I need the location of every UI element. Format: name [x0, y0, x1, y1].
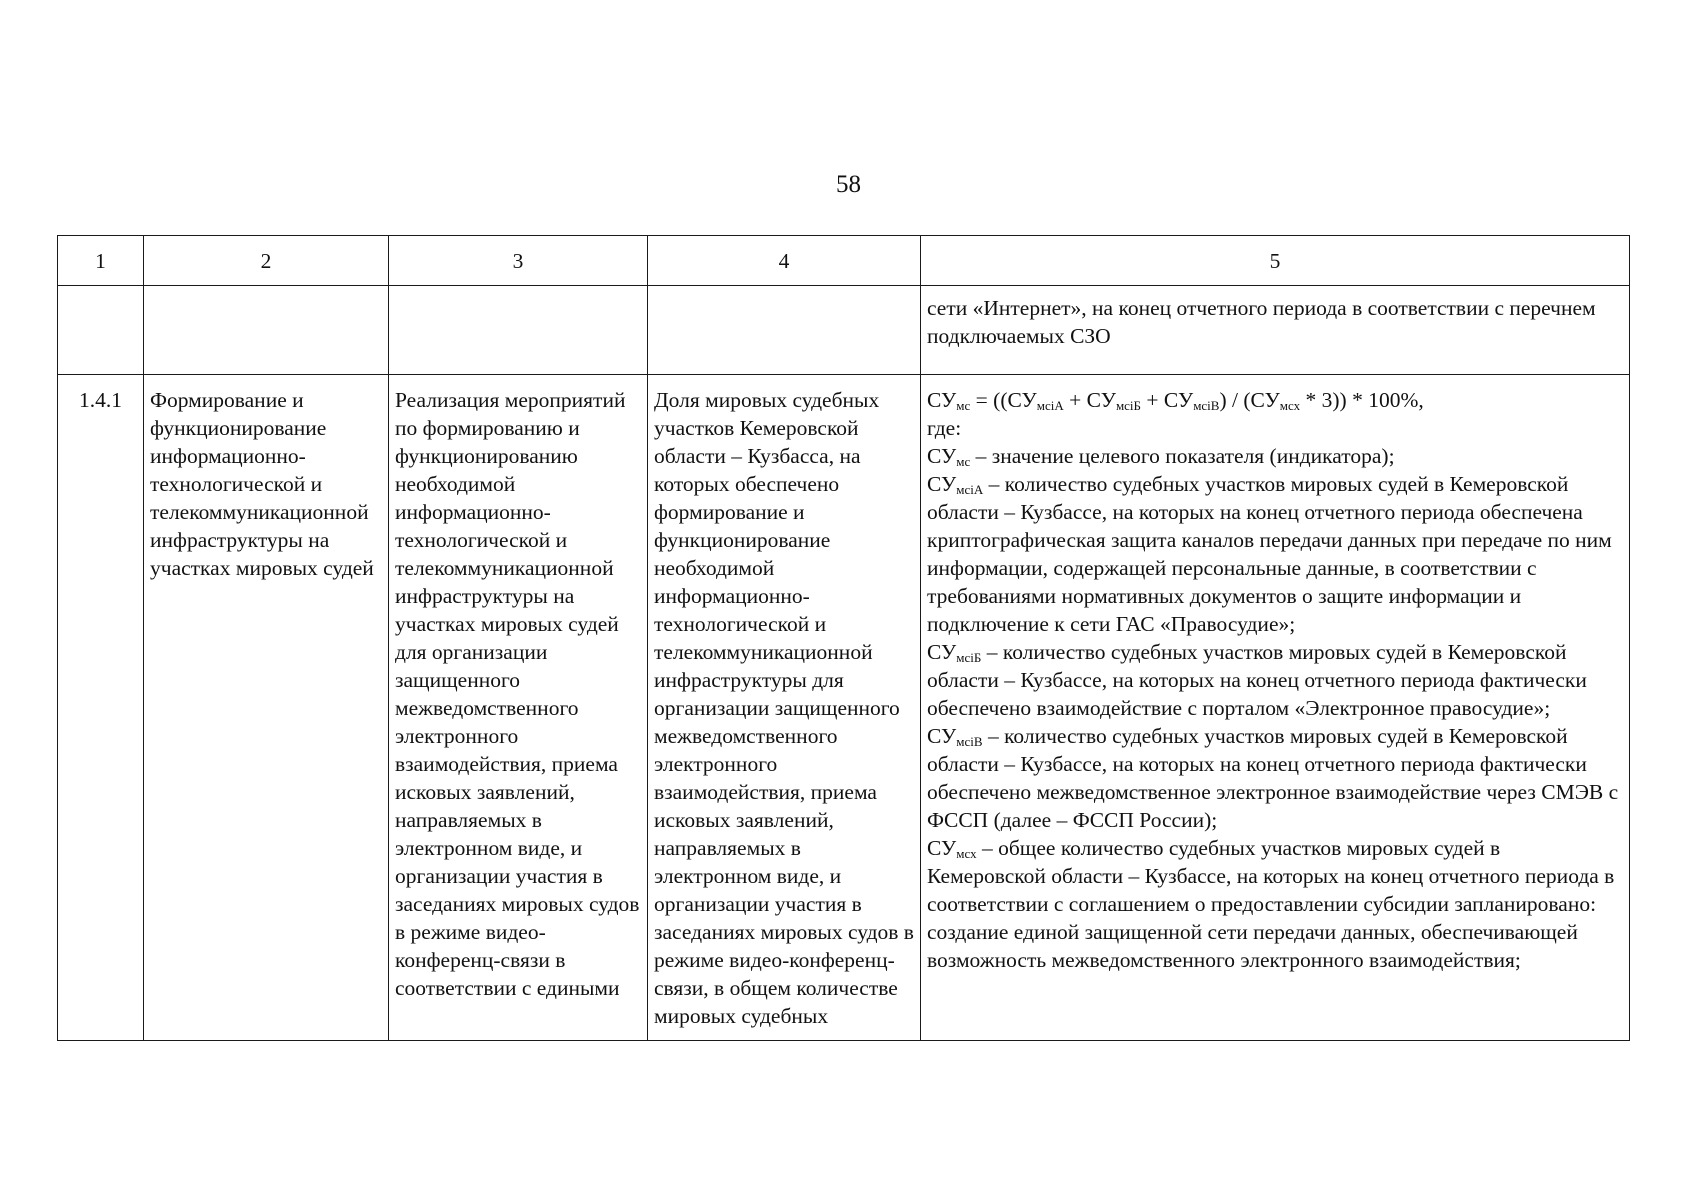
continuation-cell-5: сети «Интернет», на конец отчетного периода в соответствии с перечнем подключаемых СЗО [921, 286, 1630, 375]
row-event: Реализация мероприятий по формированию и функционированию необходимой информационно-технологической и телекоммуникационной инфраструктуры на участках мировых судей для организации защищенного межведомственного электронного взаимодействия, приема исковых заявлений, направляемых в электронном виде, и организации участия в заседаниях мировых судов в режиме видео-конференц-связи в соответствии с едиными [389, 375, 648, 1041]
row-number: 1.4.1 [58, 375, 144, 1041]
header-col-3: 3 [389, 236, 648, 286]
formula-def-msiv: $СУ_{мсiВ}$ – количество судебных участков мировых судей в Кемеровской области – Кузбассе, на которых на конец отчетного периода фактически обеспечено межведомственное электронное взаимодействие через СМЭВ с ФССП (далее – ФССП России); [927, 724, 1619, 832]
row-indicator: Доля мировых судебных участков Кемеровской области – Кузбасса, на которых обеспечено формирование и функционирование необходимой информационно-технологической и телекоммуникационной инфраструктуры для организации защищенного межведомственного электронного взаимодействия, приема исковых заявлений, направляемых в электронном виде, и организации участия в заседаниях мировых судов в режиме видео-конференц-связи, в общем количестве мировых судебных [648, 375, 921, 1041]
formula-def-msx: $СУ_{мсх}$ – общее количество судебных участков мировых судей в Кемеровской области – Кузбассе, на которых на конец отчетного периода в соответствии с соглашением о предоставлении субсидии запланировано: [927, 836, 1615, 916]
header-col-1: 1 [58, 236, 144, 286]
row-name: Формирование и функционирование информационно-технологической и телекоммуникационной инфраструктуры на участках мировых судей [144, 375, 389, 1041]
formula-def-msia: $СУ_{мсiА}$ – количество судебных участков мировых судей в Кемеровской области – Кузбассе, на которых на конец отчетного периода обеспечена криптографическая защита каналов передачи данных при передаче по ним информации, содержащей персональные данные, в соответствии с требованиями нормативных документов о защите информации и подключение к сети ГАС «Правосудие»; [927, 472, 1612, 636]
table-row [58, 375, 1630, 1041]
formula-final: создание единой защищенной сети передачи данных, обеспечивающей возможность межведомственного электронного взаимодействия; [927, 920, 1578, 972]
continuation-cell-2 [144, 286, 389, 375]
continuation-cell-1 [58, 286, 144, 375]
formula-where: где: [927, 416, 962, 440]
formula-def-msib: $СУ_{мсiБ}$ – количество судебных участков мировых судей в Кемеровской области – Кузбассе, на которых на конец отчетного периода фактически обеспечено взаимодействие с порталом «Электронное правосудие»; [927, 640, 1587, 720]
formula-line: $СУ_{мс} = ((СУ_{мсiА} + СУ_{мсiБ} + СУ_{мсiВ}) / (СУ_{мсх} * 3)) * 100\%$, [927, 388, 1424, 413]
formula-def-ms: $СУ_{мс}$ – значение целевого показателя (индикатора); [927, 444, 1395, 469]
header-row [58, 236, 1630, 286]
row-formula [921, 375, 1630, 1041]
continuation-cell-4 [648, 286, 921, 375]
indicators-table [57, 235, 1630, 1041]
page-number: 58 [836, 171, 861, 198]
header-col-5: 5 [921, 236, 1630, 286]
header-col-4: 4 [648, 236, 921, 286]
header-col-2: 2 [144, 236, 389, 286]
continuation-row [58, 286, 1630, 375]
continuation-cell-3 [389, 286, 648, 375]
